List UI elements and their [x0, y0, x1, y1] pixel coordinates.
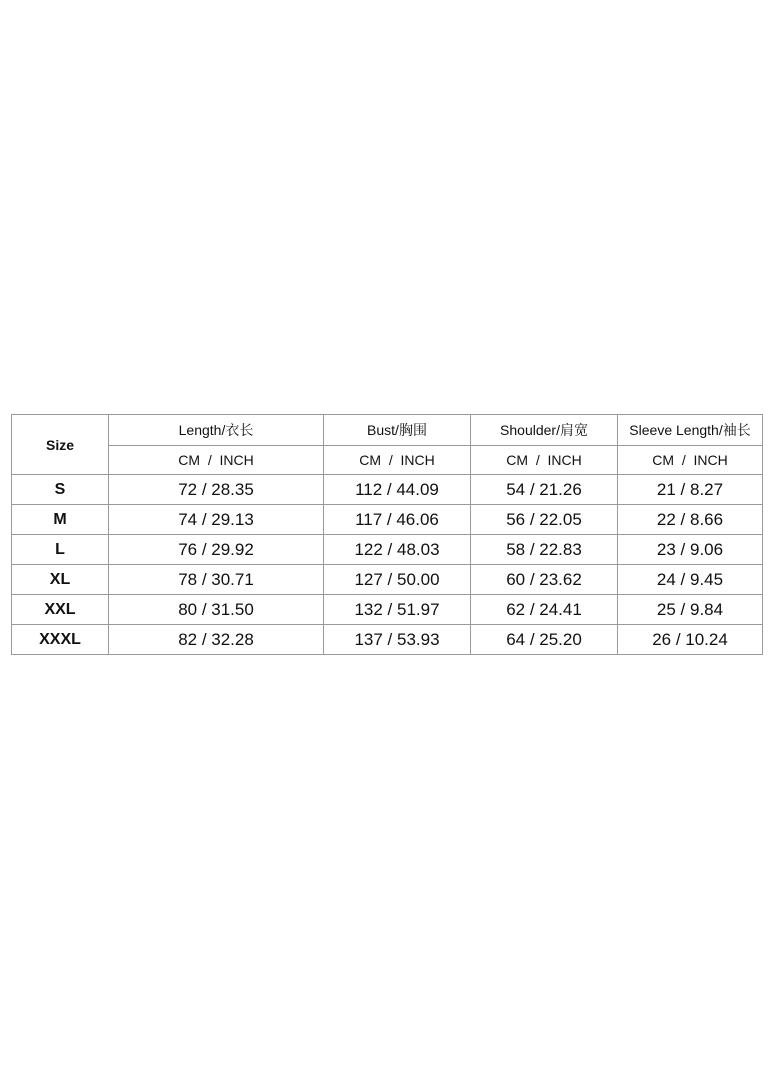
length-cell: 72 / 28.35 — [109, 475, 324, 505]
size-cell: XXXL — [12, 625, 109, 655]
length-cell: 80 / 31.50 — [109, 595, 324, 625]
sleeve-length-column-header: Sleeve Length/袖长 — [618, 415, 763, 446]
sleeve-length-cell: 22 / 8.66 — [618, 505, 763, 535]
size-cell: L — [12, 535, 109, 565]
bust-cell: 112 / 44.09 — [324, 475, 471, 505]
sleeve-length-cell: 25 / 9.84 — [618, 595, 763, 625]
length-cell: 78 / 30.71 — [109, 565, 324, 595]
table-row — [12, 625, 763, 655]
bust-cell: 117 / 46.06 — [324, 505, 471, 535]
sleeve-length-cell: 24 / 9.45 — [618, 565, 763, 595]
size-cell: M — [12, 505, 109, 535]
size-cell: XL — [12, 565, 109, 595]
size-column-header: Size — [12, 415, 109, 475]
length-cell: 74 / 29.13 — [109, 505, 324, 535]
shoulder-cell: 62 / 24.41 — [471, 595, 618, 625]
table-row — [12, 535, 763, 565]
shoulder-cell: 64 / 25.20 — [471, 625, 618, 655]
shoulder-cell: 60 / 23.62 — [471, 565, 618, 595]
sleeve-length-unit-label: CM / INCH — [618, 446, 763, 475]
table-units-row — [12, 446, 763, 475]
sleeve-length-cell: 23 / 9.06 — [618, 535, 763, 565]
table-row — [12, 565, 763, 595]
shoulder-column-header: Shoulder/肩宽 — [471, 415, 618, 446]
length-column-header: Length/衣长 — [109, 415, 324, 446]
bust-cell: 127 / 50.00 — [324, 565, 471, 595]
bust-cell: 122 / 48.03 — [324, 535, 471, 565]
length-cell: 82 / 32.28 — [109, 625, 324, 655]
sleeve-length-cell: 21 / 8.27 — [618, 475, 763, 505]
shoulder-cell: 56 / 22.05 — [471, 505, 618, 535]
shoulder-cell: 54 / 21.26 — [471, 475, 618, 505]
size-cell: S — [12, 475, 109, 505]
bust-unit-label: CM / INCH — [324, 446, 471, 475]
table-row — [12, 505, 763, 535]
sleeve-length-cell: 26 / 10.24 — [618, 625, 763, 655]
size-cell: XXL — [12, 595, 109, 625]
size-chart-table — [11, 414, 763, 655]
shoulder-cell: 58 / 22.83 — [471, 535, 618, 565]
table-header-row — [12, 415, 763, 446]
length-unit-label: CM / INCH — [109, 446, 324, 475]
table-row — [12, 475, 763, 505]
bust-column-header: Bust/胸围 — [324, 415, 471, 446]
shoulder-unit-label: CM / INCH — [471, 446, 618, 475]
bust-cell: 132 / 51.97 — [324, 595, 471, 625]
bust-cell: 137 / 53.93 — [324, 625, 471, 655]
table-row — [12, 595, 763, 625]
length-cell: 76 / 29.92 — [109, 535, 324, 565]
